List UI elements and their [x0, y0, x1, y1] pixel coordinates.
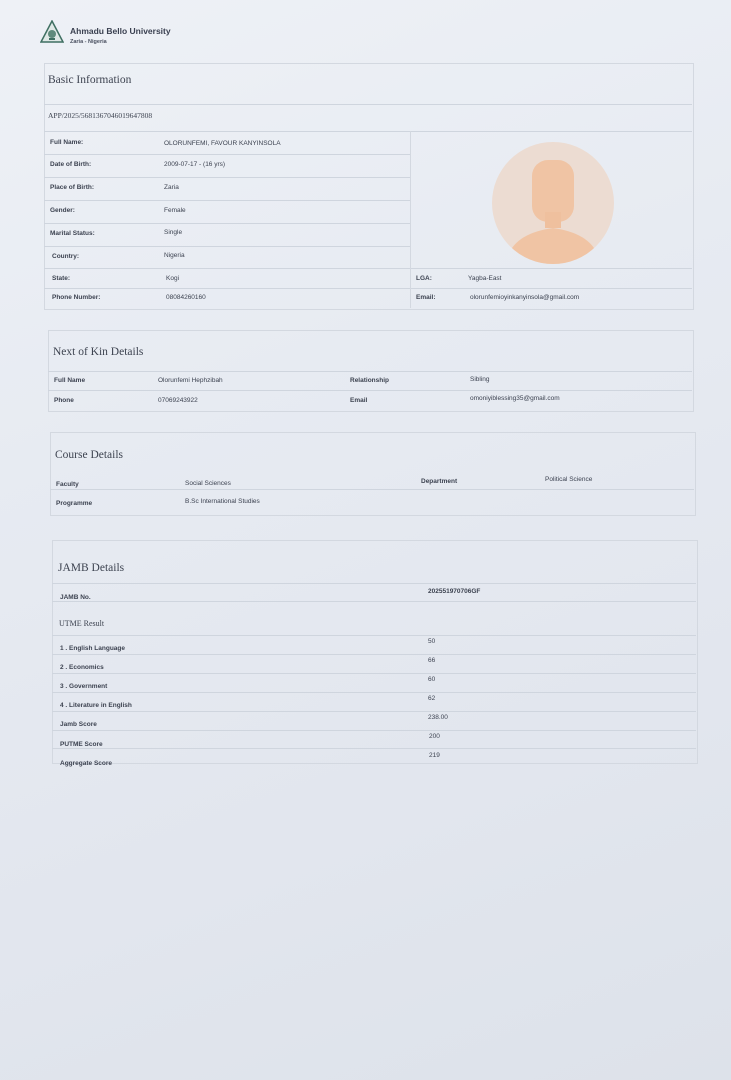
lga-value: Yagba-East	[468, 275, 502, 282]
programme-value: B.Sc International Studies	[185, 498, 260, 505]
lga-label: LGA:	[416, 275, 432, 282]
putme-score-value: 200	[429, 733, 440, 740]
kin-phone-label: Phone	[54, 397, 74, 404]
state-value: Kogi	[166, 275, 180, 282]
state-label: State:	[52, 275, 71, 282]
gender-label: Gender:	[50, 207, 75, 214]
country-value: Nigeria	[164, 252, 185, 259]
university-location: Zaria - Nigeria	[70, 39, 107, 45]
jamb-no-label: JAMB No.	[60, 594, 91, 601]
place-of-birth-label: Place of Birth:	[50, 184, 95, 191]
avatar	[492, 142, 614, 264]
jamb-title: JAMB Details	[58, 562, 125, 574]
full-name-label: Full Name:	[50, 139, 84, 146]
place-of-birth-value: Zaria	[164, 184, 179, 191]
dob-label: Date of Birth:	[50, 161, 92, 168]
kin-relationship-label: Relationship	[350, 377, 390, 384]
email-value: olorunfemioyinkanyinsola@gmail.com	[470, 294, 580, 301]
department-value: Political Science	[545, 476, 593, 483]
department-label: Department	[421, 478, 458, 485]
dob-value: 2009-07-17 - (16 yrs)	[164, 161, 226, 168]
university-logo-icon	[40, 20, 64, 44]
kin-phone-value: 07069243922	[158, 397, 198, 404]
phone-label: Phone Number:	[52, 294, 101, 301]
subject-government-label: 3 . Government	[60, 683, 108, 690]
aggregate-score-value: 219	[429, 752, 440, 759]
marital-status-value: Single	[164, 229, 183, 236]
gender-value: Female	[164, 207, 186, 214]
phone-value: 08084260160	[166, 294, 206, 301]
subject-literature-label: 4 . Literature in English	[60, 702, 132, 709]
kin-email-value: omoniyiblessing35@gmail.com	[470, 395, 560, 402]
email-label: Email:	[416, 294, 436, 301]
faculty-value: Social Sciences	[185, 480, 231, 487]
subject-english-score: 50	[428, 638, 436, 645]
subject-economics-label: 2 . Economics	[60, 664, 104, 671]
course-title: Course Details	[55, 449, 124, 461]
jamb-no-value: 202551970706GF	[428, 588, 481, 595]
full-name-value: OLORUNFEMI, FAVOUR KANYINSOLA	[164, 140, 281, 147]
aggregate-score-label: Aggregate Score	[60, 760, 113, 767]
programme-label: Programme	[56, 500, 93, 507]
course-section	[50, 432, 696, 516]
kin-email-label: Email	[350, 397, 368, 404]
subject-english-label: 1 . English Language	[60, 645, 126, 652]
utme-title: UTME Result	[59, 619, 105, 628]
kin-fullname-value: Olorunfemi Hephzibah	[158, 377, 223, 384]
university-name: Ahmadu Bello University	[70, 26, 171, 36]
putme-score-label: PUTME Score	[60, 741, 103, 748]
jamb-score-label: Jamb Score	[60, 721, 97, 728]
country-label: Country:	[52, 253, 80, 260]
application-number: APP/2025/5681367046019647808	[48, 111, 153, 120]
marital-status-label: Marital Status:	[50, 230, 95, 237]
subject-government-score: 60	[428, 676, 436, 683]
basic-info-title: Basic Information	[48, 74, 132, 86]
kin-relationship-value: Sibling	[470, 376, 490, 383]
faculty-label: Faculty	[56, 481, 79, 488]
kin-fullname-label: Full Name	[54, 377, 86, 384]
subject-economics-score: 66	[428, 657, 436, 664]
kin-title: Next of Kin Details	[53, 346, 144, 358]
subject-literature-score: 62	[428, 695, 436, 702]
jamb-score-value: 238.00	[428, 714, 448, 721]
